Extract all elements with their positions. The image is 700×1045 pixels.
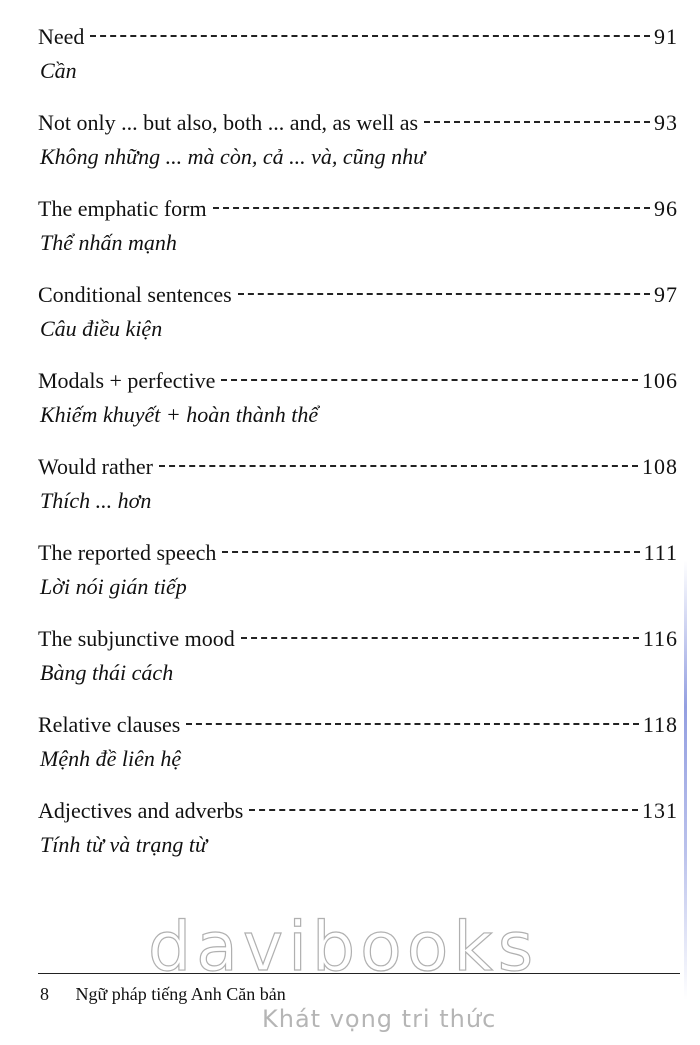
dotted-leader	[249, 809, 638, 811]
dotted-leader	[221, 379, 638, 381]
dotted-leader	[90, 35, 650, 37]
toc-entry-title: Not only ... but also, both ... and, as well as	[38, 110, 419, 135]
toc-entry-translation: Tính từ và trạng từ	[40, 832, 208, 857]
toc-entry-translation: Khiếm khuyết + hoàn thành thể	[40, 402, 319, 427]
footer-book-title: Ngữ pháp tiếng Anh Căn bản	[75, 984, 286, 1004]
toc-entry-page: 111	[643, 540, 678, 565]
watermark-brand: davibooks	[148, 908, 539, 987]
toc-entry-translation: Thể nhấn mạnh	[40, 230, 177, 255]
watermark-slogan: Khát vọng tri thức	[262, 1005, 497, 1033]
toc-entry-line	[38, 622, 678, 656]
toc-entry-page: 131	[642, 798, 678, 823]
dotted-leader	[186, 723, 638, 725]
toc-entry-title: Need	[38, 24, 85, 49]
page-footer	[40, 982, 286, 1006]
toc-entry-title: Modals + perfective	[38, 368, 216, 393]
toc-entry-page: 106	[642, 368, 678, 393]
footer-divider	[38, 973, 680, 974]
toc-entry-line	[38, 20, 678, 54]
toc-entry-title: Relative clauses	[38, 712, 181, 737]
toc-entry[interactable]	[38, 450, 678, 536]
footer-page-number: 8	[40, 984, 49, 1004]
toc-entry-line	[38, 708, 678, 742]
toc-entry[interactable]	[38, 708, 678, 794]
toc-entry-title: Adjectives and adverbs	[38, 798, 244, 823]
toc-entry-page: 97	[654, 282, 678, 307]
toc-entry-page: 116	[642, 626, 678, 651]
toc-entry-line	[38, 536, 678, 570]
dotted-leader	[241, 637, 639, 639]
dotted-leader	[222, 551, 639, 553]
toc-entry-title: Would rather	[38, 454, 153, 479]
toc-entry-translation: Bàng thái cách	[40, 660, 174, 685]
toc-entry-translation: Thích ... hơn	[40, 488, 152, 513]
toc-entry[interactable]	[38, 622, 678, 708]
toc-entry-translation: Lời nói gián tiếp	[40, 574, 187, 599]
toc-entry-title: Conditional sentences	[38, 282, 232, 307]
dotted-leader	[424, 121, 650, 123]
toc-entry[interactable]	[38, 364, 678, 450]
dotted-leader	[238, 293, 650, 295]
toc-entry-page: 93	[654, 110, 678, 135]
toc-entry[interactable]	[38, 278, 678, 364]
toc-entry-translation: Mệnh đề liên hệ	[40, 746, 182, 771]
toc-entry[interactable]	[38, 106, 678, 192]
toc-entry-title: The emphatic form	[38, 196, 207, 221]
toc-entry-line	[38, 794, 678, 828]
toc-entry[interactable]	[38, 20, 678, 106]
toc-entry-title: The subjunctive mood	[38, 626, 235, 651]
toc-entry[interactable]	[38, 536, 678, 622]
toc-entry-translation: Cần	[40, 58, 77, 83]
toc-entry[interactable]	[38, 794, 678, 880]
dotted-leader	[159, 465, 638, 467]
toc-entry-page: 96	[654, 196, 678, 221]
toc-entry-translation: Câu điều kiện	[40, 316, 163, 341]
toc-entry-page: 108	[642, 454, 678, 479]
toc-entry[interactable]	[38, 192, 678, 278]
toc-entry-line	[38, 450, 678, 484]
toc-entry-page: 91	[654, 24, 678, 49]
toc-entry-title: The reported speech	[38, 540, 217, 565]
toc-entry-translation: Không những ... mà còn, cả ... và, cũng như	[40, 144, 426, 169]
toc-entry-page: 118	[642, 712, 678, 737]
toc-entry-line	[38, 106, 678, 140]
page-edge-mark	[684, 560, 687, 1000]
toc-entry-line	[38, 278, 678, 312]
toc-entry-line	[38, 364, 678, 398]
dotted-leader	[213, 207, 650, 209]
toc-entry-line	[38, 192, 678, 226]
table-of-contents	[38, 20, 678, 880]
